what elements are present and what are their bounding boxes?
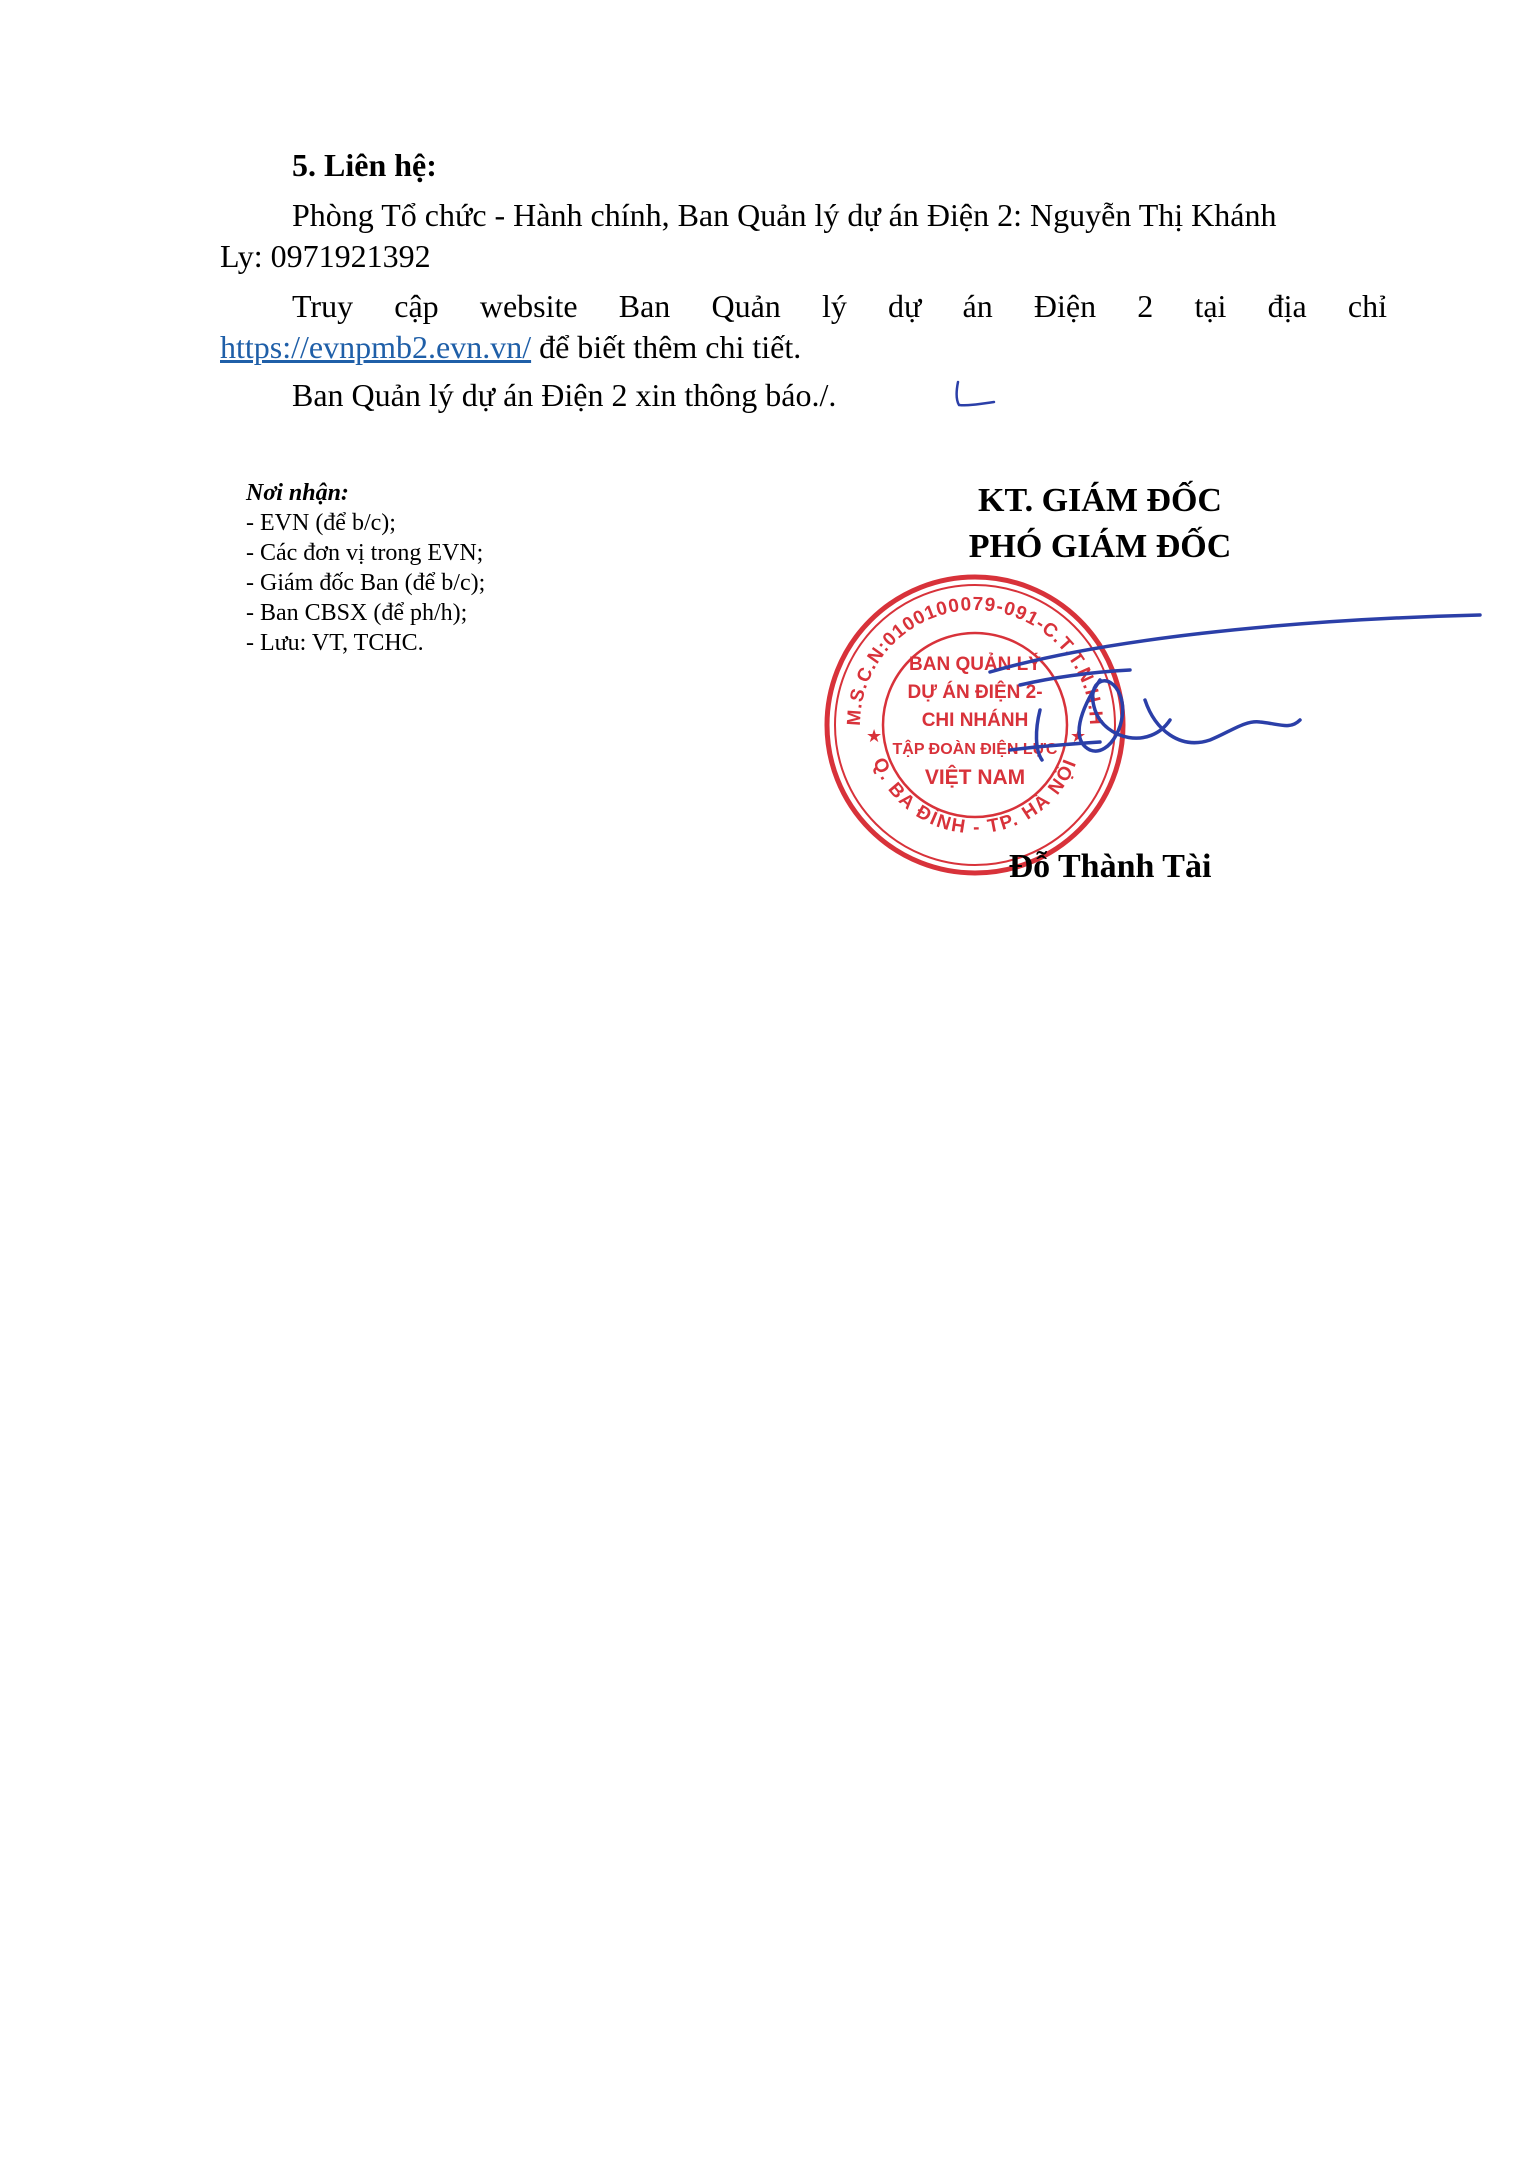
seal-outer-text: M.S.C.N:0100100079-091-C.T.T.N.H.H xyxy=(843,593,1107,727)
recipient-item: - Ban CBSX (để ph/h); xyxy=(246,600,468,626)
website-word: Quản xyxy=(711,288,781,324)
website-word: Ban xyxy=(618,288,671,324)
website-word: 2 xyxy=(1137,288,1154,324)
contact-line-1: Phòng Tổ chức - Hành chính, Ban Quản lý dự án Điện 2: Nguyễn Thị Khánh xyxy=(292,197,1277,233)
website-suffix: để biết thêm chi tiết. xyxy=(531,329,802,365)
closing-line: Ban Quản lý dự án Điện 2 xin thông báo./. xyxy=(292,377,837,413)
website-word: Điện xyxy=(1033,288,1097,324)
website-word: án xyxy=(962,288,993,324)
website-word: cập xyxy=(394,288,439,324)
website-line-1 xyxy=(292,286,1387,327)
signature-line-1: KT. GIÁM ĐỐC xyxy=(978,482,1222,519)
seal-inner-line: CHI NHÁNH xyxy=(921,710,1029,731)
recipients-list xyxy=(246,508,485,658)
recipients-block xyxy=(246,478,485,658)
section-heading: 5. Liên hệ: xyxy=(292,147,437,183)
seal-bottom-text: Q. BA ĐÌNH - TP. HÀ NỘI xyxy=(868,754,1082,839)
recipient-item: - EVN (để b/c); xyxy=(246,510,396,536)
svg-text:★: ★ xyxy=(1070,726,1087,747)
recipient-item: - Các đơn vị trong EVN; xyxy=(246,540,484,566)
handwritten-signature-icon xyxy=(980,600,1500,800)
initial-mark-icon xyxy=(950,378,1000,412)
svg-text:★: ★ xyxy=(866,726,883,747)
website-word: lý xyxy=(821,288,847,324)
signer-name: Đỗ Thành Tài xyxy=(1008,848,1212,885)
recipient-item: - Giám đốc Ban (để b/c); xyxy=(246,570,486,596)
contact-line-2: Ly: 0971921392 xyxy=(220,238,431,274)
seal-inner-line: DỰ ÁN ĐIỆN 2- xyxy=(907,682,1043,703)
recipient-item: - Lưu: VT, TCHC. xyxy=(246,630,424,656)
website-word: địa xyxy=(1267,288,1307,324)
seal-inner-line: BAN QUẢN LÝ xyxy=(909,654,1041,675)
website-word: website xyxy=(479,288,578,324)
recipients-title: Nơi nhận: xyxy=(246,480,349,506)
website-word: Truy xyxy=(292,288,354,324)
seal-inner-line: TẬP ĐOÀN ĐIỆN LỰC xyxy=(892,741,1058,758)
website-line-2 xyxy=(220,327,801,368)
website-word: chỉ xyxy=(1347,288,1387,324)
signature-line-2: PHÓ GIÁM ĐỐC xyxy=(968,528,1232,565)
seal-inner-line: VIỆT NAM xyxy=(924,766,1026,789)
website-link[interactable]: https://evnpmb2.evn.vn/ xyxy=(220,329,532,365)
website-word: tại xyxy=(1194,288,1227,324)
signature-title-block xyxy=(900,478,1300,570)
contact-paragraph xyxy=(220,195,1387,277)
website-word: dự xyxy=(888,288,922,324)
